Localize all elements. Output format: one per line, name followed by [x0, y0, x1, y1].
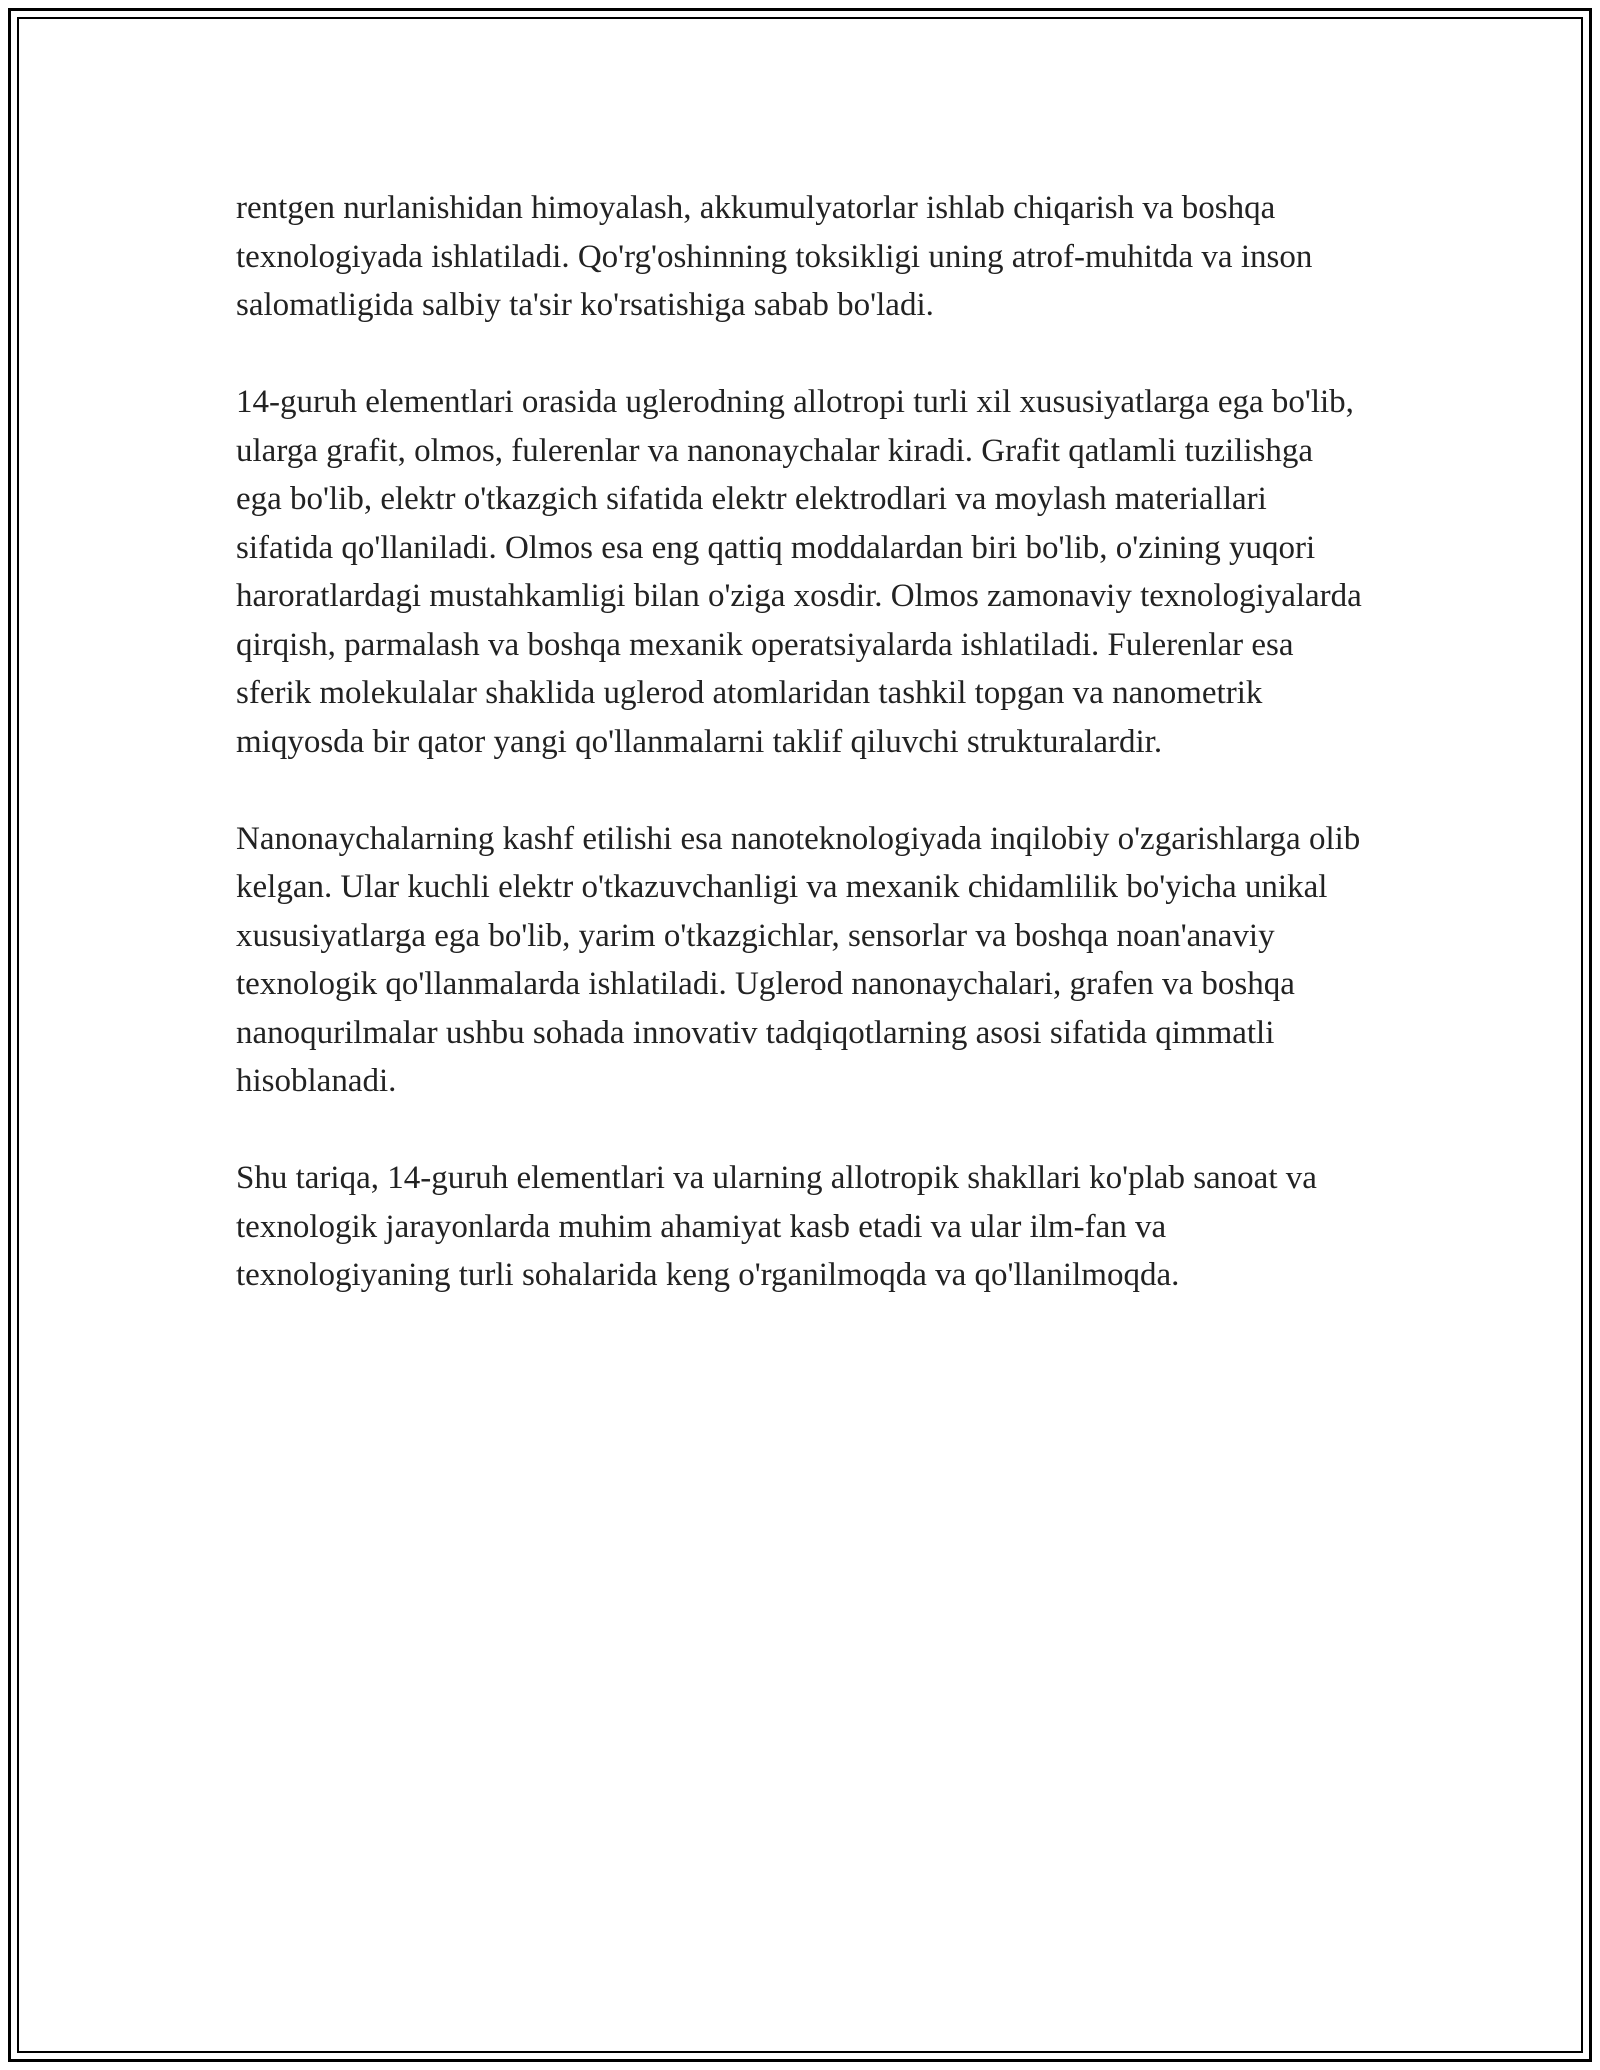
paragraph-4: Shu tariqa, 14-guruh elementlari va ularning allotropik shakllari ko'plab sanoat va texnologik jarayonlarda muhim ahamiyat kasb etadi va ular ilm-fan va texnologiyaning turli sohalarida keng o'rganilmoqda va qo'llanilmoqda.: [236, 1160, 1317, 1293]
paragraph-1: rentgen nurlanishidan himoyalash, akkumulyatorlar ishlab chiqarish va boshqa texnologiyada ishlatiladi. Qo'rg'oshinning toksikligi uning atrof-muhitda va inson salomatligida salbiy ta'sir ko'rsatishiga sabab bo'ladi.: [236, 190, 1313, 323]
document-body: [236, 184, 1366, 1348]
paragraph-3: Nanonaychalarning kashf etilishi esa nanoteknologiyada inqilobiy o'zgarishlarga olib kelgan. Ular kuchli elektr o'tkazuvchanligi va mexanik chidamlilik bo'yicha unikal xususiyatlarga ega bo'lib, yarim o'tkazgichlar, sensorlar va boshqa noan'anaviy texnologik qo'llanmalarda ishlatiladi. Uglerod nanonaychalari, grafen va boshqa nanoqurilmalar ushbu sohada innovativ tadqiqotlarning asosi sifatida qimmatli hisoblanadi.: [236, 820, 1361, 1099]
paragraph-2: 14-guruh elementlari orasida uglerodning allotropi turli xil xususiyatlarga ega bo'lib, ularga grafit, olmos, fulerenlar va nanonaychalar kiradi. Grafit qatlamli tuzilishga ega bo'lib, elektr o'tkazgich sifatida elektr elektrodlari va moylash materiallari sifatida qo'llaniladi. Olmos esa eng qattiq moddalardan biri bo'lib, o'zining yuqori haroratlardagi mustahkamligi bilan o'ziga xosdir. Olmos zamonaviy texnologiyalarda qirqish, parmalash va boshqa mexanik operatsiyalarda ishlatiladi. Fulerenlar esa sferik molekulalar shaklida uglerod atomlaridan tashkil topgan va nanometrik miqyosda bir qator yangi qo'llanmalarni taklif qiluvchi strukturalardir.: [236, 384, 1362, 760]
